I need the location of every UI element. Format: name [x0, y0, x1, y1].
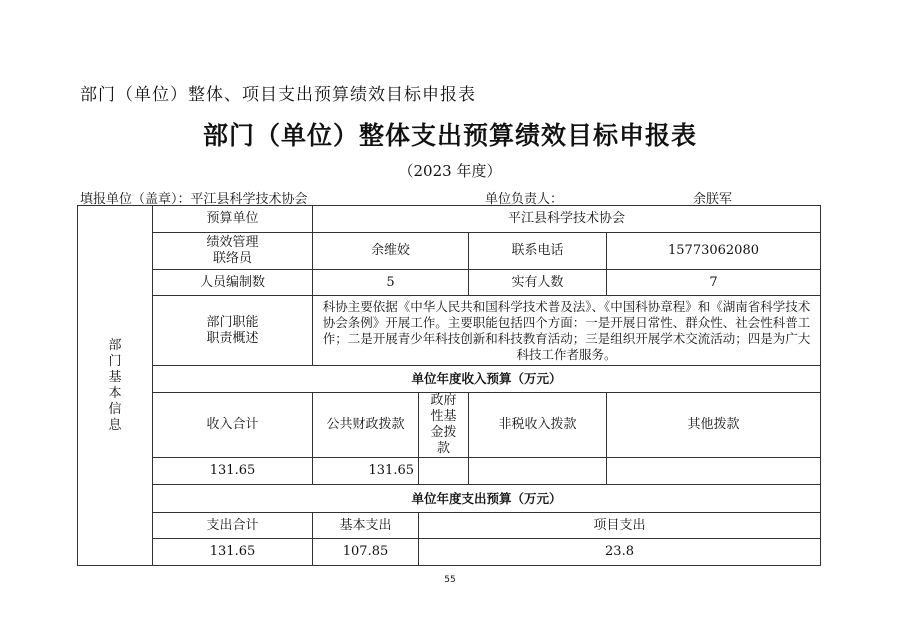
page-number: 55	[444, 575, 456, 585]
income-gov-fund-value	[419, 458, 469, 485]
section-label: 部门基本信息	[108, 337, 122, 433]
contact-label-line-2: 联络员	[212, 251, 252, 266]
table-row	[78, 539, 821, 566]
expense-basic-header: 基本支出	[313, 513, 419, 539]
income-non-tax-header: 非税收入拨款	[469, 393, 607, 458]
functions-label-line-2: 职责概述	[206, 330, 259, 346]
responsible-person-name: 余朕军	[693, 192, 733, 207]
income-total-value: 131.65	[153, 458, 313, 485]
budget-form-table	[77, 205, 821, 566]
page-title: 部门（单位）整体支出预算绩效目标申报表	[202, 121, 697, 150]
document-header: 部门（单位）整体、项目支出预算绩效目标申报表	[80, 85, 476, 105]
expense-basic-value: 107.85	[313, 539, 419, 566]
income-other-value	[607, 458, 821, 485]
table-row	[78, 485, 821, 513]
table-row	[78, 270, 821, 296]
actual-staff-value: 7	[607, 270, 821, 296]
income-section-title: 单位年度收入预算（万元）	[153, 366, 821, 393]
table-row	[78, 233, 821, 270]
income-total-header: 收入合计	[153, 393, 313, 458]
table-row	[78, 458, 821, 485]
year-label: （2023 年度）	[398, 162, 502, 180]
table-row	[78, 393, 821, 458]
income-public-finance-value: 131.65	[313, 458, 419, 485]
responsible-person-label: 单位负责人：	[485, 192, 564, 207]
table-row	[78, 513, 821, 539]
reporting-unit-label: 填报单位（盖章）：平江县科学技术协会	[80, 192, 308, 207]
table-row	[78, 366, 821, 393]
contact-value: 余维姣	[313, 233, 469, 270]
income-other-header: 其他拨款	[607, 393, 821, 458]
phone-label: 联系电话	[469, 233, 607, 270]
section-label-cell	[78, 206, 153, 566]
contact-label-line-1: 绩效管理	[206, 235, 259, 250]
staff-quota-value: 5	[313, 270, 469, 296]
expense-project-header: 项目支出	[419, 513, 821, 539]
phone-value: 15773062080	[607, 233, 821, 270]
staff-quota-label: 人员编制数	[153, 270, 313, 296]
functions-description: 科协主要依据《中华人民共和国科学技术普及法》、《中国科协章程》和《湖南省科学技术协会条例》开展工作。主要职能包括四个方面：一是开展日常性、群众性、社会性科普工作；二是开展青少年科技创新和科技教育活动；三是组织开展学术交流活动；四是为广大科技工作者服务。	[313, 296, 821, 366]
income-gov-fund-header: 政府性基金拨款	[419, 393, 469, 458]
expense-project-value: 23.8	[419, 539, 821, 566]
expense-total-value: 131.65	[153, 539, 313, 566]
table-row	[78, 296, 821, 366]
functions-label	[153, 296, 313, 366]
expense-section-title: 单位年度支出预算（万元）	[153, 485, 821, 513]
table-row	[78, 206, 821, 233]
expense-total-header: 支出合计	[153, 513, 313, 539]
income-public-finance-header: 公共财政拨款	[313, 393, 419, 458]
actual-staff-label: 实有人数	[469, 270, 607, 296]
budget-unit-label: 预算单位	[153, 206, 313, 233]
functions-label-line-1: 部门职能	[206, 314, 259, 330]
income-non-tax-value	[469, 458, 607, 485]
budget-unit-value: 平江县科学技术协会	[313, 206, 821, 233]
contact-label	[153, 233, 313, 270]
